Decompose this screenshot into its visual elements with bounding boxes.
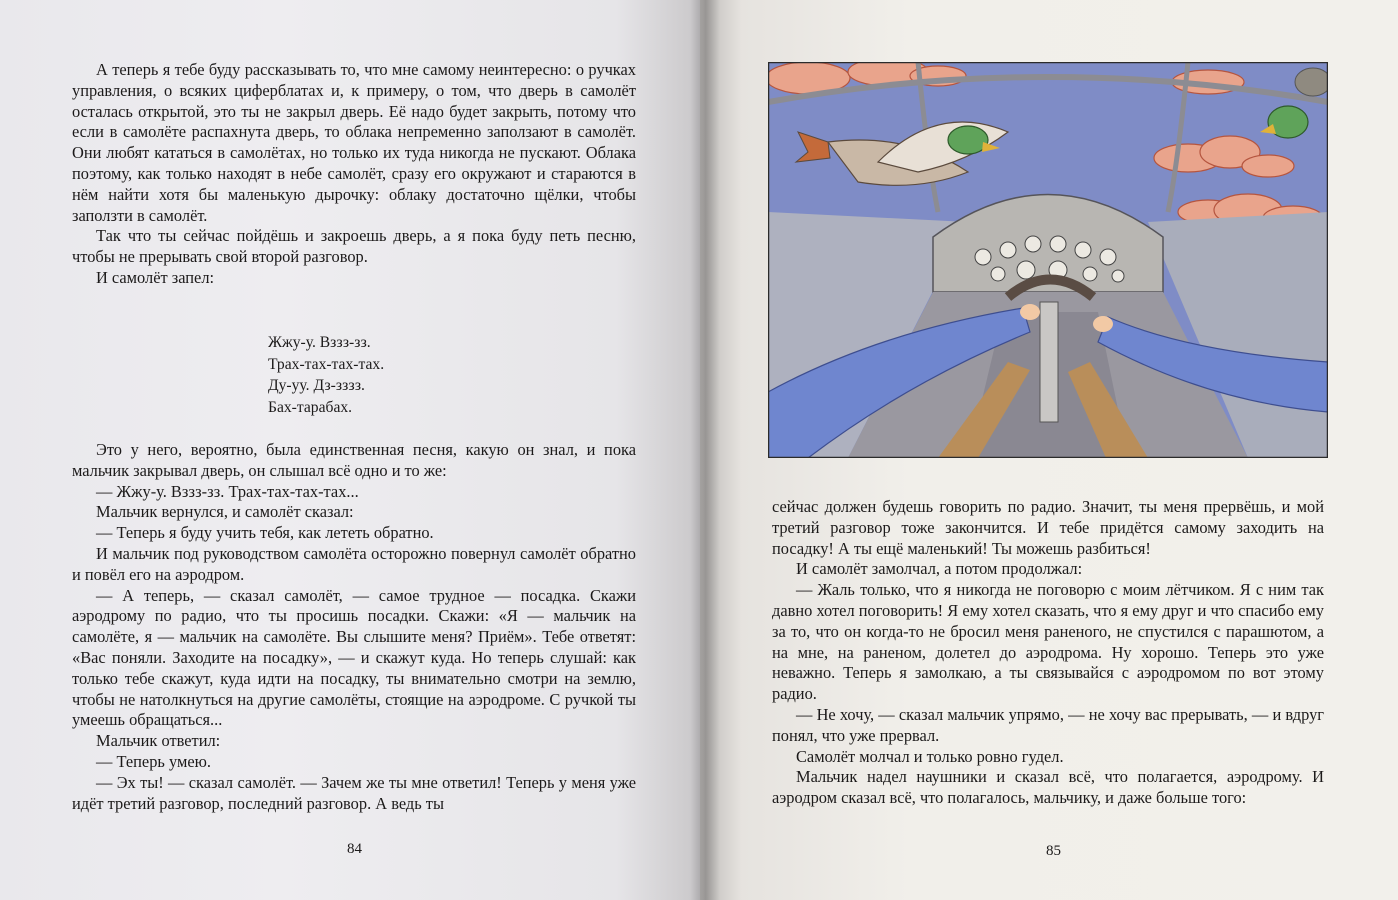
paragraph: И мальчик под руководством самолёта осторожно повернул самолёт обратно и повёл его на аэродром. bbox=[72, 543, 636, 584]
paragraph: Так что ты сейчас пойдёшь и закроешь дверь, а я пока буду петь песню, чтобы не прерывать свой второй разговор. bbox=[72, 226, 636, 267]
paragraph: Мальчик надел наушники и сказал всё, что полагается, аэродрому. И аэродром сказал всё, что полагалось, мальчику, и даже больше того: bbox=[772, 767, 1324, 808]
paragraph: — Жжу-у. Вззз-зз. Трах-тах-тах-тах... bbox=[96, 481, 359, 501]
cockpit-illustration bbox=[768, 62, 1328, 458]
paragraph: А теперь я тебе буду рассказывать то, что мне самому неинтересно: о ручках управления, о всяких циферблатах и, к примеру, о том, что дверь в самолёт осталась открытой, это ты не закрыл дверь. Её надо будет закрыть, потому что если в самолёте распахнута дверь, то облака непременно заползают в самолёт. Они любят кататься в самолётах, но только их туда никогда не пускают. Облака поэтому, как только находят в небе самолёт, сразу его окружают и стараются в нём найти хотя бы маленькую дырочку: облаку достаточно щёлки, чтобы заползти в самолёт. bbox=[72, 60, 636, 225]
verse-line: Бах-тарабах. bbox=[268, 398, 353, 416]
verse-line: Ду-уу. Дз-зззз. bbox=[268, 377, 365, 394]
paragraph: сейчас должен будешь говорить по радио. Значит, ты меня прервёшь, и мой третий разговор тоже закончится. И тебе придётся самому заходить на посадку! А ты ещё маленький! Ты можешь разбиться! bbox=[772, 497, 1324, 558]
book-gutter bbox=[690, 0, 720, 900]
right-page-text bbox=[772, 497, 1324, 809]
page-number: 84 bbox=[347, 841, 362, 857]
cockpit-drawing bbox=[768, 62, 1328, 458]
paragraph: Мальчик вернулся, и самолёт сказал: bbox=[96, 502, 354, 522]
song-verse bbox=[268, 332, 384, 418]
paragraph: И самолёт замолчал, а потом продолжал: bbox=[796, 559, 1083, 579]
verse-line: Жжу-у. Вззз-зз. bbox=[268, 334, 371, 351]
control-column bbox=[1040, 302, 1058, 422]
paragraph: — Теперь умею. bbox=[96, 751, 211, 771]
paragraph: — Жаль только, что я никогда не поговорю с моим лётчиком. Я с ним так давно хотел поговорить! Я ему хотел сказать, что я ему друг и что спасибо ему за то, что он когда-то не бросил меня раненого, не спустился с парашютом, а на мне, на раненом, долетел до аэродрома. Ну хорошо. Теперь это уже неважно. Теперь я замолкаю, а ты связывайся с аэродромом по вот этому радио. bbox=[772, 580, 1324, 704]
left-page-text-continued bbox=[72, 440, 636, 814]
page-number: 85 bbox=[1046, 843, 1061, 859]
paragraph: Самолёт молчал и только ровно гудел. bbox=[796, 746, 1064, 766]
left-hand bbox=[1020, 304, 1040, 320]
verse-line: Трах-тах-тах-тах. bbox=[268, 355, 385, 373]
paragraph: — Эх ты! — сказал самолёт. — Зачем же ты мне ответил! Теперь у меня уже идёт третий разговор, последний разговор. А ведь ты bbox=[72, 772, 636, 813]
right-hand bbox=[1093, 316, 1113, 332]
paragraph: — Теперь я буду учить тебя, как лететь обратно. bbox=[96, 523, 434, 543]
paragraph: Мальчик ответил: bbox=[96, 731, 221, 751]
paragraph: И самолёт запел: bbox=[96, 267, 215, 287]
left-page-text bbox=[72, 60, 636, 289]
paragraph: — Не хочу, — сказал мальчик упрямо, — не хочу вас прерывать, — и вдруг понял, что уже прервал. bbox=[772, 704, 1324, 745]
paragraph: Это у него, вероятно, была единственная песня, какую он знал, и пока мальчик закрывал дверь, он слышал всё одно и то же: bbox=[72, 440, 636, 480]
paragraph: — А теперь, — сказал самолёт, — самое трудное — посадка. Скажи аэродрому по радио, что ты просишь посадки. Скажи: «Я — мальчик на самолёте, я — мальчик на самолёте. Вы слышите меня? Приём». Тебе ответят: «Вас поняли. Заходите на посадку», — и скажут куда. Но теперь слушай: как только тебе скажут, куда идти на посадку, ты внимательно смотри на землю, чтобы не натолкнуться на другие самолёты, стоящие на аэродроме. С ручкой ты умеешь обращаться... bbox=[72, 585, 636, 730]
